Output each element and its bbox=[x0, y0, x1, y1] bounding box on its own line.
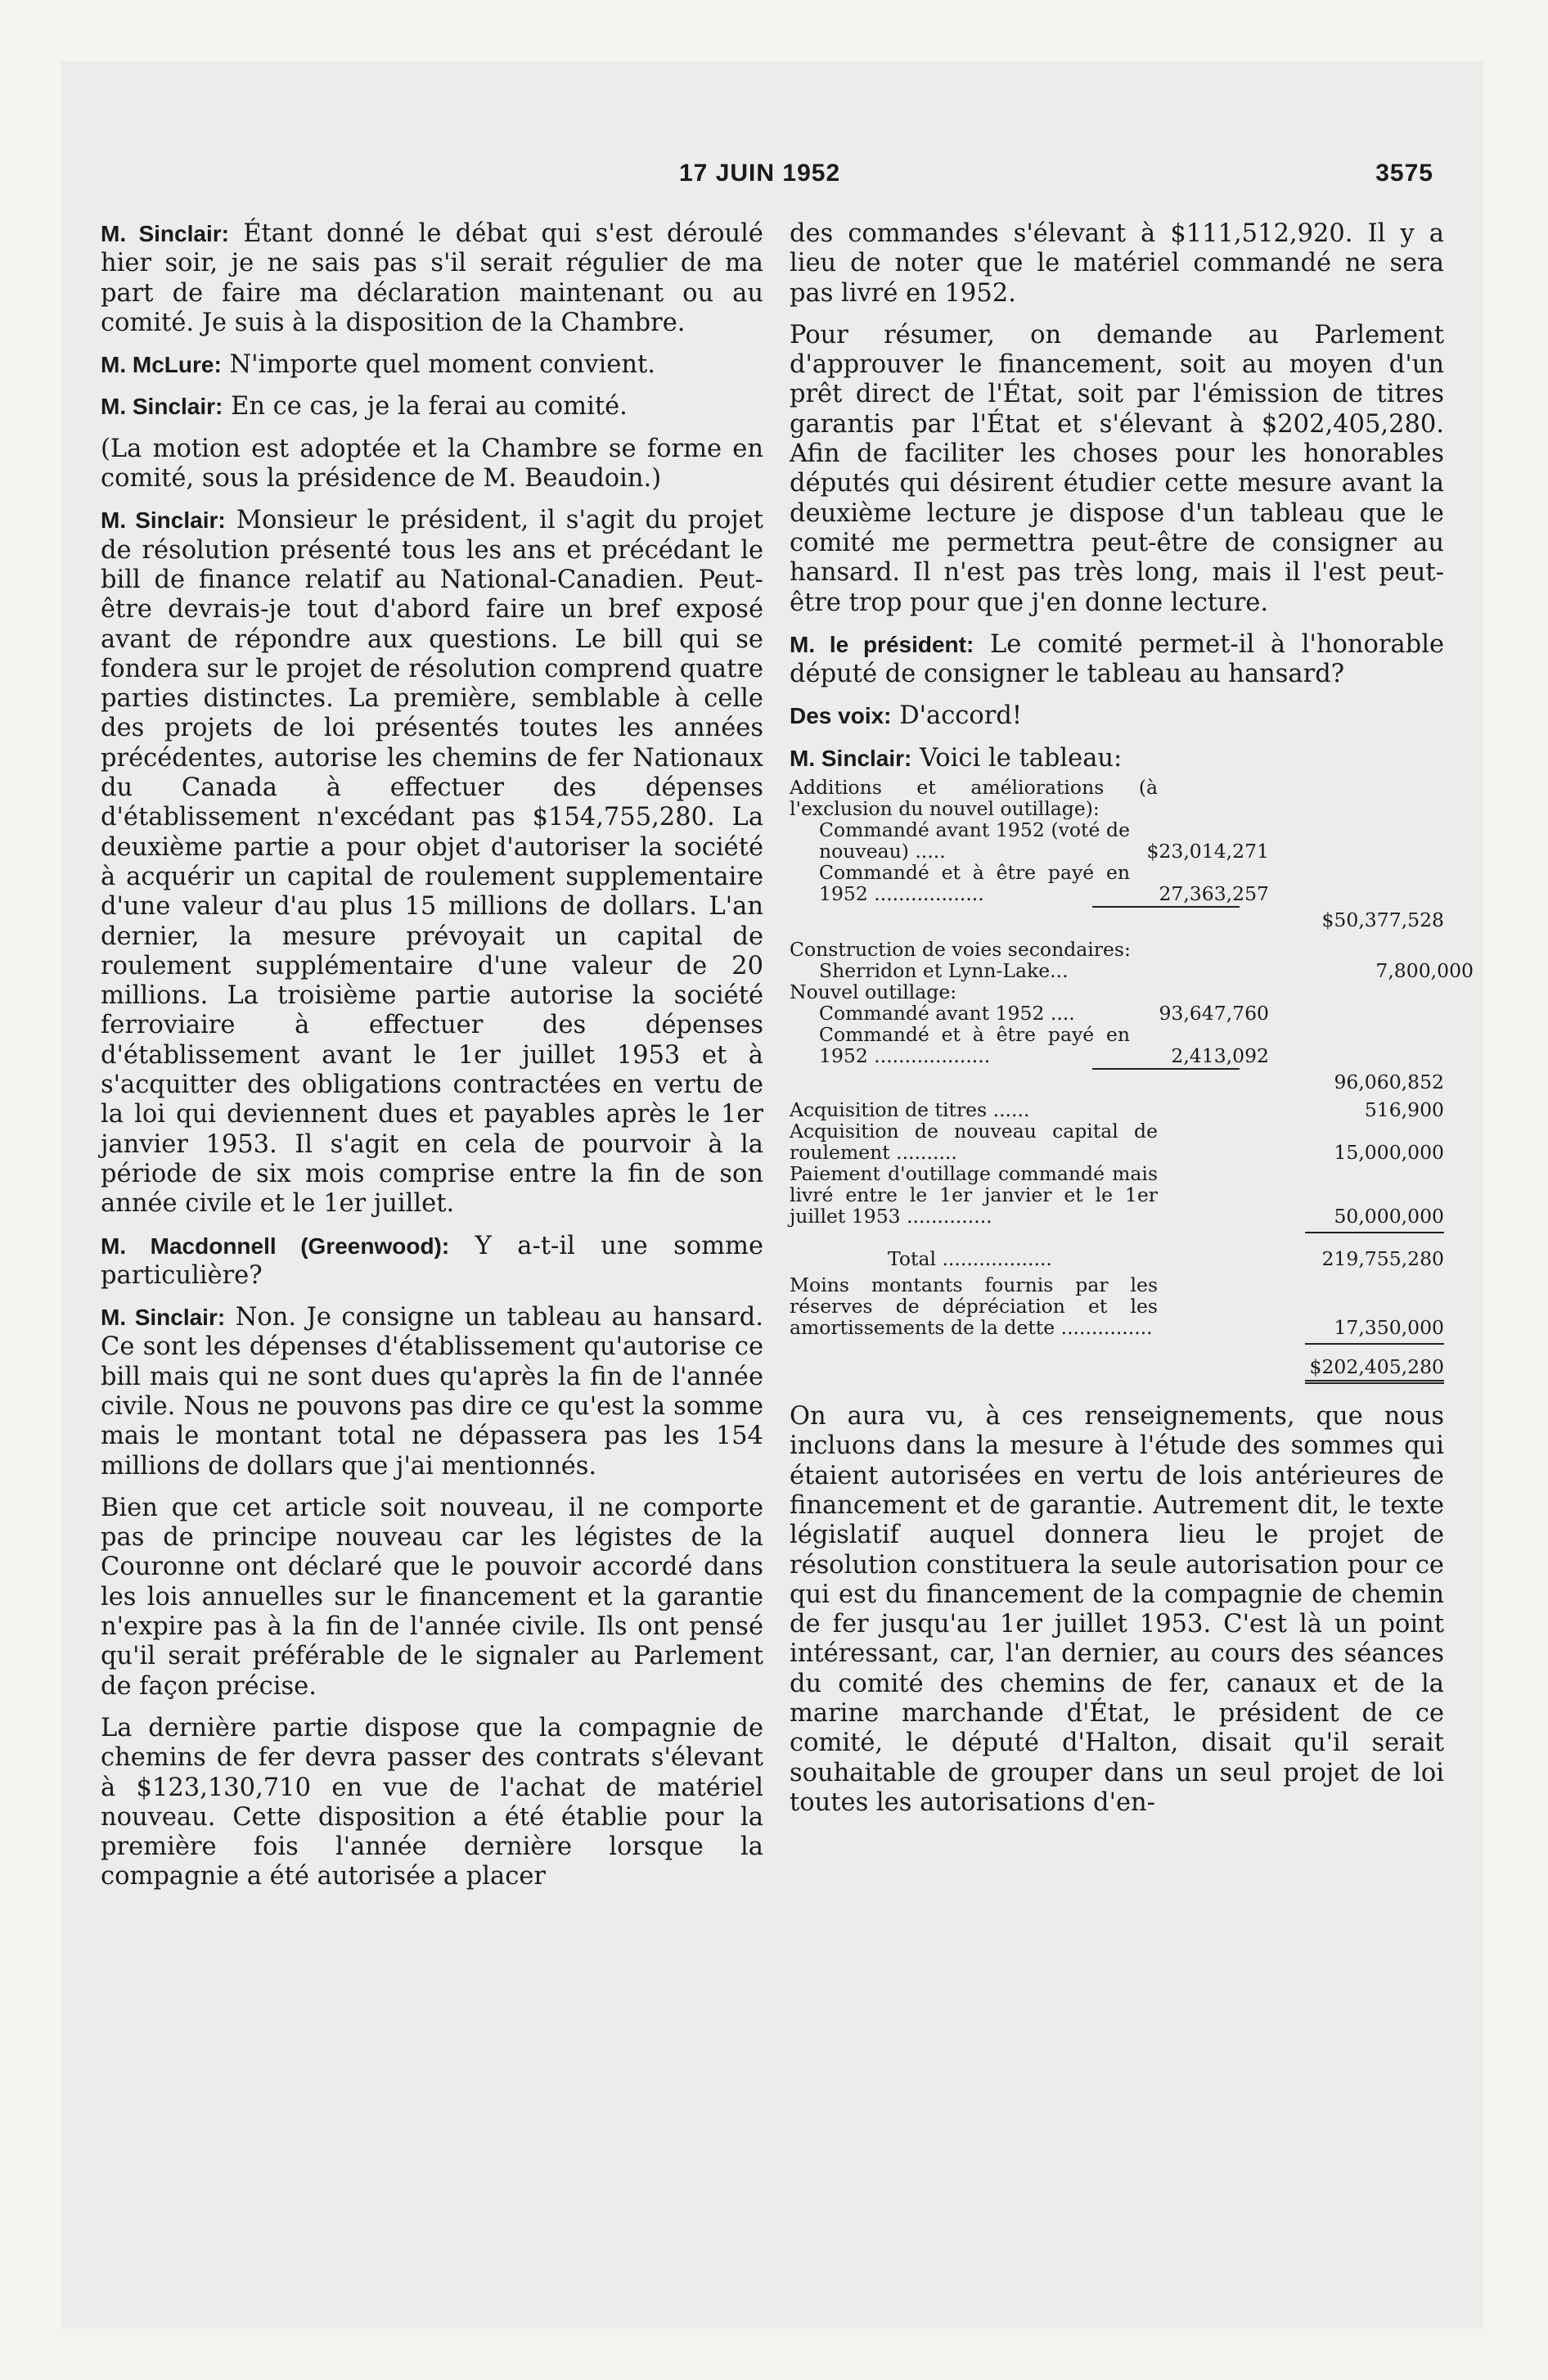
row-value: 93,647,760 bbox=[1159, 1002, 1269, 1025]
paragraph bbox=[790, 701, 1444, 731]
paragraph bbox=[790, 219, 1444, 309]
row-label: Acquisition de nouveau capital de roulement .......... bbox=[790, 1120, 1158, 1165]
speech-text: En ce cas, je la ferai au comité. bbox=[231, 392, 628, 421]
row-value: 516,900 bbox=[1364, 1098, 1444, 1122]
paragraph bbox=[101, 435, 763, 494]
total-value: 219,755,280 bbox=[1321, 1247, 1444, 1271]
paragraph bbox=[101, 219, 763, 338]
speech-text: D'accord! bbox=[899, 701, 1023, 731]
row-value: 15,000,000 bbox=[1334, 1141, 1444, 1165]
paragraph bbox=[101, 392, 763, 421]
table-row bbox=[790, 1247, 1444, 1271]
row-value: $23,014,271 bbox=[1146, 840, 1269, 863]
row-value: 27,363,257 bbox=[1159, 882, 1269, 906]
row-label: Commandé avant 1952 (voté de nouveau) ..... bbox=[819, 818, 1130, 863]
row-label: Acquisition de titres ...... bbox=[790, 1098, 1030, 1122]
table-heading: Construction de voies secondaires: bbox=[790, 938, 1131, 962]
speaker: M. Macdonnell (Greenwood): bbox=[101, 1233, 450, 1259]
row-label: Paiement d'outillage commandé mais livré entre le 1er janvier et le 1er juillet 1953 .............. bbox=[790, 1162, 1158, 1228]
paragraph bbox=[790, 321, 1444, 618]
speech-text: Bien que cet article soit nouveau, il ne comporte pas de principe nouveau car les légistes de la Couronne ont déclaré que le pouvoir accordé dans les lois annuelles sur le financement et la garantie n'expire pas à la fin de l'année civile. Ils ont pensé qu'il serait préférable de le signaler au Parlement de façon précise. bbox=[101, 1493, 763, 1701]
row-value: 50,000,000 bbox=[1334, 1205, 1444, 1228]
speech-text: Monsieur le président, il s'agit du projet de résolution présenté tous les ans et précédant le bill de finance relatif au National-Canadien. Peut-être devrais-je tout d'abord faire un bref exposé avant de répondre aux questions. Le bill qui se fondera sur le projet de résolution comprend quatre parties distinctes. La première, semblable à celle des projets de loi présentés toutes les années précédentes, autorise les chemins de fer Nationaux du Canada à effectuer des dépenses d'établissement n'excédant pas $154,755,280. La deuxième partie a pour objet d'autoriser la société à acquérir un capital de roulement supplementaire d'une valeur d'au plus 15 millions de dollars. L'an dernier, la mesure prévoyait un capital de roulement supplémentaire d'une valeur de 20 millions. La troisième partie autorise la société ferroviaire à effectuer des dépenses d'établissement avant le 1er juillet 1953 et à s'acquitter des obligations contractées en vertu de la loi qui deviennent dues et payables après le 1er janvier 1953. Il s'agit en cela de pourvoir à la période de six mois comprise entre la fin de son année civile et le 1er juillet. bbox=[101, 506, 763, 1219]
table-row bbox=[790, 861, 1269, 906]
speaker: Des voix: bbox=[790, 703, 892, 729]
speaker: M. McLure: bbox=[101, 352, 222, 378]
table-row bbox=[790, 1227, 1444, 1248]
row-label: Commandé et à être payé en 1952 ................... bbox=[819, 1023, 1130, 1068]
table-heading: Additions et améliorations (à l'exclusion du nouvel outillage): bbox=[790, 776, 1158, 821]
subtotal-value: 96,060,852 bbox=[1334, 1071, 1444, 1094]
page-number: 3575 bbox=[1375, 160, 1433, 187]
financing-table bbox=[790, 776, 1474, 1384]
table-row bbox=[790, 1098, 1444, 1122]
rule bbox=[1305, 1232, 1444, 1233]
table-row bbox=[790, 1120, 1444, 1165]
speaker: M. le président: bbox=[790, 631, 974, 657]
rule bbox=[1092, 1068, 1240, 1070]
table-row bbox=[790, 959, 1474, 983]
paragraph bbox=[790, 1402, 1444, 1818]
paragraph bbox=[101, 1232, 763, 1291]
speech-text: des commandes s'élevant à $111,512,920. Il y a lieu de noter que le matériel commandé ne sera pas livré en 1952. bbox=[790, 219, 1444, 308]
row-label: Commandé et à être payé en 1952 .................. bbox=[819, 861, 1130, 906]
speech-text: Non. Je consigne un tableau au hansard. Ce sont les dépenses d'établissement qu'autorise ce bill mais qui ne sont dues qu'après la fin de l'année civile. Nous ne pouvons pas dire ce qu'est la somme mais le montant total ne dépassera pas les 154 millions de dollars que j'ai mentionnés. bbox=[101, 1303, 763, 1481]
paragraph bbox=[101, 506, 763, 1219]
grand-total-value: $202,405,280 bbox=[1305, 1356, 1444, 1384]
header-date: 17 JUIN 1952 bbox=[679, 160, 841, 187]
row-value: 7,800,000 bbox=[1375, 959, 1474, 983]
speech-text: Voici le tableau: bbox=[920, 743, 1123, 773]
subtotal-value: $50,377,528 bbox=[1321, 908, 1444, 932]
table-row bbox=[790, 818, 1269, 863]
paragraph bbox=[790, 744, 1444, 773]
speaker: M. Sinclair: bbox=[790, 745, 912, 771]
speech-text: La dernière partie dispose que la compagnie de chemins de fer devra passer des contrats s'élevant à $123,130,710 en vue de l'achat de matériel nouveau. Cette disposition a été établie pour la première fois l'année dernière lorsque la compagnie a été autorisée a placer bbox=[101, 1713, 763, 1891]
paragraph bbox=[101, 1303, 763, 1481]
table-row bbox=[790, 1023, 1269, 1068]
table-row bbox=[790, 1066, 1444, 1093]
table-row bbox=[790, 1002, 1269, 1025]
rule bbox=[1305, 1343, 1444, 1345]
paragraph bbox=[101, 1494, 763, 1702]
left-column bbox=[101, 219, 763, 1904]
speech-text: Le comité permet-il à l'honorable député de consigner le tableau au hansard? bbox=[790, 629, 1444, 689]
speech-text: On aura vu, à ces renseignements, que nous incluons dans la mesure à l'étude des sommes qui étaient autorisées en vertu de lois antérieures de financement et de garantie. Autrement dit, le texte législatif auquel donnera lieu le projet de résolution constituera la seule autorisation pour ce qui est du financement de la compagnie de chemin de fer jusqu'au 1er juillet 1953. C'est là un point intéressant, car, l'an dernier, au cours des séances du comité des chemins de fer, canaux et de la marine marchande d'État, le président de ce comité, le député d'Halton, disait qu'il serait souhaitable de grouper dans un seul projet de loi toutes les autorisations d'en- bbox=[790, 1402, 1444, 1817]
speech-text: Pour résumer, on demande au Parlement d'approuver le financement, soit au moyen d'un prêt direct de l'État, soit par l'émission de titres garantis par l'État et s'élevant à $202,405,280. Afin de faciliter les choses pour les honorables députés qui désirent étudier cette mesure avant la deuxième lecture je dispose d'un tableau que le comité me permettra peut-être de consigner au hansard. Il n'est pas très long, mais il l'est peut-être trop pour que j'en donne lecture. bbox=[790, 320, 1444, 617]
speaker: M. Sinclair: bbox=[101, 394, 223, 420]
speaker: M. Sinclair: bbox=[101, 507, 226, 534]
speech-text: N'importe quel moment convient. bbox=[229, 350, 655, 380]
table-row bbox=[790, 1273, 1444, 1340]
table-row bbox=[790, 904, 1444, 931]
row-label: Moins montants fournis par les réserves de dépréciation et les amortissements de la dette ............... bbox=[790, 1273, 1158, 1340]
page-header bbox=[0, 160, 1548, 192]
speaker: M. Sinclair: bbox=[101, 221, 229, 246]
table-row bbox=[790, 1162, 1444, 1228]
speech-text: Y a-t-il une somme particulière? bbox=[101, 1231, 763, 1290]
paragraph bbox=[790, 630, 1444, 690]
row-value: 2,413,092 bbox=[1171, 1044, 1269, 1068]
speech-text: Étant donné le débat qui s'est déroulé hier soir, je ne sais pas s'il serait régulier de ma part de faire ma déclaration maintenant ou au comité. Je suis à la disposition de la Chambre. bbox=[101, 219, 763, 337]
row-label: Sherridon et Lynn-Lake... bbox=[819, 959, 1069, 983]
speaker: M. Sinclair: bbox=[101, 1305, 226, 1331]
paragraph bbox=[101, 350, 763, 380]
right-column bbox=[790, 219, 1474, 1830]
paragraph bbox=[101, 1714, 763, 1892]
row-label: Commandé avant 1952 .... bbox=[819, 1002, 1075, 1025]
stage-direction: (La motion est adoptée et la Chambre se forme en comité, sous la présidence de M. Beaudoin.) bbox=[101, 434, 763, 494]
rule bbox=[1092, 906, 1240, 908]
row-value: 17,350,000 bbox=[1334, 1316, 1444, 1340]
row-label: Total .................. bbox=[888, 1247, 1052, 1271]
table-row bbox=[790, 1355, 1444, 1384]
table-heading: Nouvel outillage: bbox=[790, 980, 957, 1004]
